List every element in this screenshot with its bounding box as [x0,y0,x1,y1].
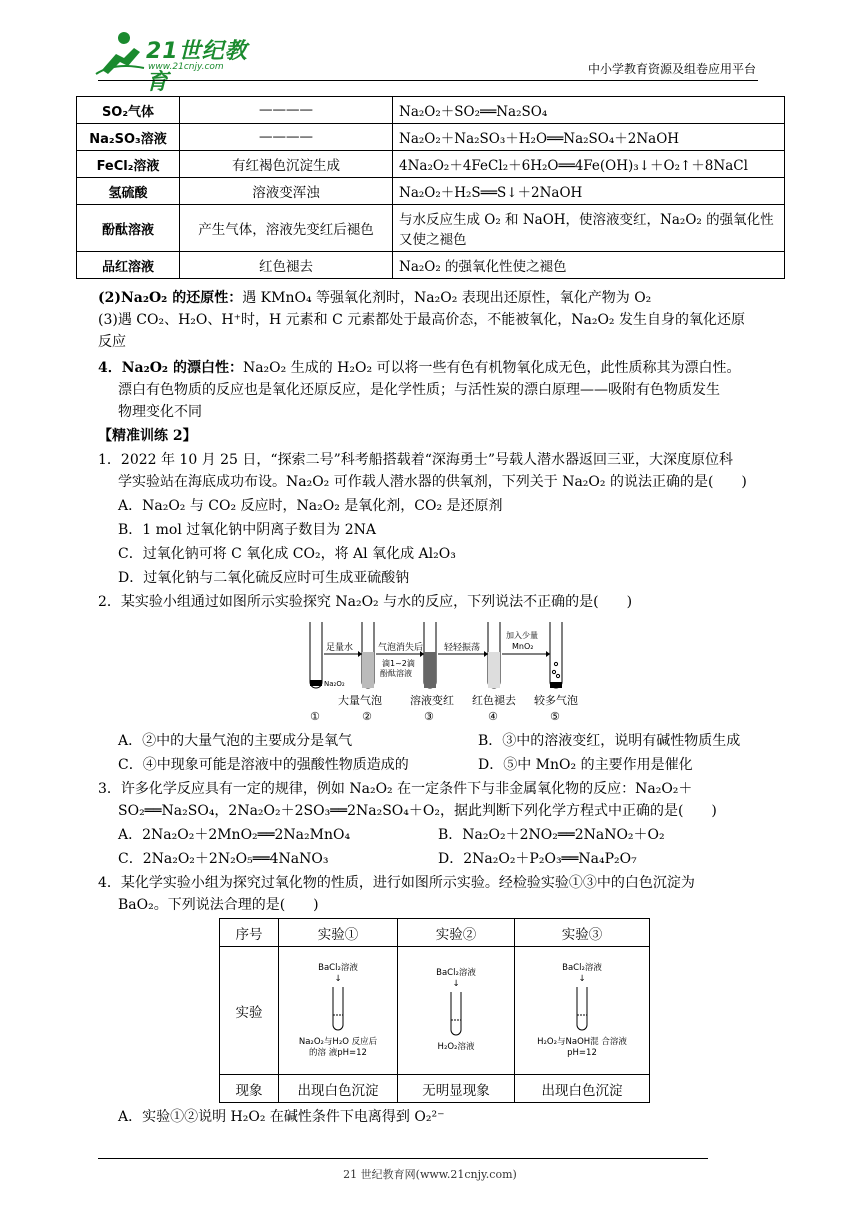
exp-cell-1 [279,947,398,1075]
exp-header: 序号 [220,919,279,947]
paragraph-text: 遇 KMnO₄ 等强氧化剂时，Na₂O₂ 表现出还原性，氧化产物为 O₂ [242,290,652,306]
tube-label-2: H₂O₂溶液 [437,1042,475,1052]
arrow-down-icon: ↓ [452,979,460,989]
phenomenon-cell: 红色褪去 [180,252,393,279]
table-row [77,252,785,279]
number-5: ⑤ [550,710,560,723]
table-row [77,205,785,252]
q3-option-c: C．2Na₂O₂＋2N₂O₅══4NaNO₃ [118,851,329,867]
table-row [77,178,785,205]
test-tube-icon [331,985,345,1033]
paragraph-3a: (3)遇 CO₂、H₂O、H⁺时，H 元素和 C 元素都处于最高价态，不能被氧化，Na₂O₂ 发生自身的氧化还原 [98,312,745,328]
phenomenon-cell: ———— [180,124,393,151]
arrow-label-2: 气泡消失后 [378,643,424,653]
svg-text:MnO₂: MnO₂ [512,642,534,651]
phenomenon-cell: 有红褐色沉淀生成 [180,151,393,178]
exp-cell-3 [515,947,650,1075]
logo-text: 21世纪教育 [146,39,248,95]
equation-cell: Na₂O₂＋Na₂SO₃＋H₂O══Na₂SO₄＋2NaOH [393,124,785,151]
exp-header: 实验③ [515,919,650,947]
paragraph-heading: (2)Na₂O₂ 的还原性： [98,290,243,306]
q1-option-a: A．Na₂O₂ 与 CO₂ 反应时，Na₂O₂ 是氧化剂，CO₂ 是还原剂 [118,498,503,514]
test-tube-icon [449,990,463,1038]
paragraph-heading: 4．Na₂O₂ 的漂白性： [98,360,243,376]
svg-text:酚酞溶液: 酚酞溶液 [380,669,412,678]
table-row [77,124,785,151]
q3-option-a: A．2Na₂O₂＋2MnO₂══2Na₂MnO₄ [118,827,351,843]
question-2-stem: 2．某实验小组通过如图所示实验探究 Na₂O₂ 与水的反应，下列说法不正确的是( ) [98,594,633,610]
question-4-stem: 4．某化学实验小组为探究过氧化物的性质，进行如图所示实验。经检验实验①③中的白色沉淀为 [98,875,695,891]
caption-5: 较多气泡 [534,694,578,707]
test-tube-1 [310,622,322,688]
paragraph-4c: 物理变化不同 [118,404,202,420]
arrow-down-icon: ↓ [578,973,586,984]
phenomenon-cell: 溶液变浑浊 [180,178,393,205]
experiment-figure [300,614,590,726]
number-1: ① [310,710,320,723]
exp-row-label: 实验 [220,947,279,1075]
exp-row-label: 现象 [220,1075,279,1103]
reagent-label: BaCl₂溶液 [318,962,358,973]
phenomenon-2: 无明显现象 [398,1075,515,1103]
reagent-cell: 酚酞溶液 [77,205,180,252]
reagent-cell: SO₂气体 [77,97,180,124]
table-row [77,97,785,124]
paragraph-4b: 漂白有色物质的反应也是氧化还原反应，是化学性质；与活性炭的漂白原理——吸附有色物质发生 [118,382,720,398]
q1-option-d: D．过氧化钠与二氧化硫反应时可生成亚硫酸钠 [118,570,410,586]
arrow-down-icon: ↓ [334,973,342,984]
caption-2: 大量气泡 [338,694,382,707]
exp-cell-2 [398,947,515,1075]
arrow-label-3: 轻轻振荡 [444,643,481,653]
reagent-cell: 品红溶液 [77,252,180,279]
caption-3: 溶液变红 [410,694,454,707]
footer-divider [98,1158,708,1159]
logo-url: www.21cnjy.com [148,62,224,72]
q2-option-b: B．③中的溶液变红，说明有碱性物质生成 [478,733,741,749]
paragraph-3b: 反应 [98,334,126,350]
footer-text: 21 世纪教育网(www.21cnjy.com) [343,1168,517,1181]
number-4: ④ [488,710,498,723]
test-tube-2 [362,622,374,688]
phenomenon-1: 出现白色沉淀 [279,1075,398,1103]
test-tube-5 [550,622,562,688]
tube-label-3: H₂O₂与NaOH混 合溶液pH=12 [537,1036,627,1058]
paragraph-reducing [98,287,778,309]
section-title: 【精准训练 2】 [98,428,197,444]
reagent-cell: Na₂SO₃溶液 [77,124,180,151]
question-3-stem: 3．许多化学反应具有一定的规律，例如 Na₂O₂ 在一定条件下与非金属氧化物的反应：Na₂O₂＋ [98,781,693,797]
question-1-stem: 1．2022 年 10 月 25 日，“探索二号”科考船搭载着“深海勇士”号载人潜水器返回三亚，大深度原位科 [98,452,734,468]
header-platform-title: 中小学教育资源及组卷应用平台 [587,62,756,76]
exp-header: 实验② [398,919,515,947]
arrow-label-1: 足量水 [326,643,354,653]
q1-option-c: C．过氧化钠可将 C 氧化成 CO₂，将 Al 氧化成 Al₂O₃ [118,546,456,562]
equation-cell: Na₂O₂＋H₂S══S↓＋2NaOH [393,178,785,205]
reagent-cell: 氢硫酸 [77,178,180,205]
table-row [77,151,785,178]
na2o2-label: Na₂O₂ [324,680,345,688]
header-divider [98,80,758,81]
number-2: ② [362,710,372,723]
number-3: ③ [424,710,434,723]
q4-option-a: A．实验①②说明 H₂O₂ 在碱性条件下电离得到 O₂²⁻ [118,1109,445,1125]
equation-cell: Na₂O₂＋SO₂══Na₂SO₄ [393,97,785,124]
test-tube-icon [575,985,589,1033]
equation-cell: 4Na₂O₂＋4FeCl₂＋6H₂O══4Fe(OH)₃↓＋O₂↑＋8NaCl [393,151,785,178]
reagent-label: BaCl₂溶液 [436,968,476,978]
q2-option-a: A．②中的大量气泡的主要成分是氧气 [118,733,353,749]
reagent-label: BaCl₂溶液 [562,962,602,973]
equation-cell: Na₂O₂ 的强氧化性使之褪色 [393,252,785,279]
reaction-table [76,96,785,279]
phenomenon-cell: ———— [180,97,393,124]
q1-option-b: B．1 mol 过氧化钠中阴离子数目为 2NA [118,522,376,538]
caption-4: 红色褪去 [472,694,516,707]
phenomenon-3: 出现白色沉淀 [515,1075,650,1103]
question-1-stem-2: 学实验站在海底成功布设。Na₂O₂ 可作载人潜水器的供氧剂，下列关于 Na₂O₂ 的说法正确的是( ) [118,474,747,490]
equation-cell: 与水反应生成 O₂ 和 NaOH，使溶液变红，Na₂O₂ 的强氧化性又使之褪色 [393,205,785,252]
q2-option-c: C．④中现象可能是溶液中的强酸性物质造成的 [118,757,409,773]
q3-option-d: D．2Na₂O₂＋P₂O₃══Na₄P₂O₇ [438,851,637,867]
exp-header: 实验① [279,919,398,947]
q3-option-b: B．Na₂O₂＋2NO₂══2NaNO₂＋O₂ [438,827,665,843]
phenomenon-cell: 产生气体，溶液先变红后褪色 [180,205,393,252]
paragraph-text: Na₂O₂ 生成的 H₂O₂ 可以将一些有色有机物氧化成无色，此性质称其为漂白性。 [242,360,741,376]
test-tube-3 [424,622,436,688]
svg-text:加入少量: 加入少量 [506,631,538,640]
svg-text:滴1~2滴: 滴1~2滴 [382,659,415,668]
q2-option-d: D．⑤中 MnO₂ 的主要作用是催化 [478,757,693,773]
site-logo [94,30,264,95]
paragraph-bleaching [98,357,778,379]
runner-logo-icon [94,30,146,76]
reagent-cell: FeCl₂溶液 [77,151,180,178]
question-3-stem-2: SO₂══Na₂SO₄，2Na₂O₂＋2SO₃══2Na₂SO₄＋O₂，据此判断下列化学方程式中正确的是( ) [118,803,717,819]
question-4-stem-2: BaO₂。下列说法合理的是( ) [118,897,319,913]
test-tube-4 [488,622,500,688]
tube-label-1: Na₂O₂与H₂O 反应后的溶 液pH=12 [298,1036,378,1058]
experiment-table [219,918,650,1103]
